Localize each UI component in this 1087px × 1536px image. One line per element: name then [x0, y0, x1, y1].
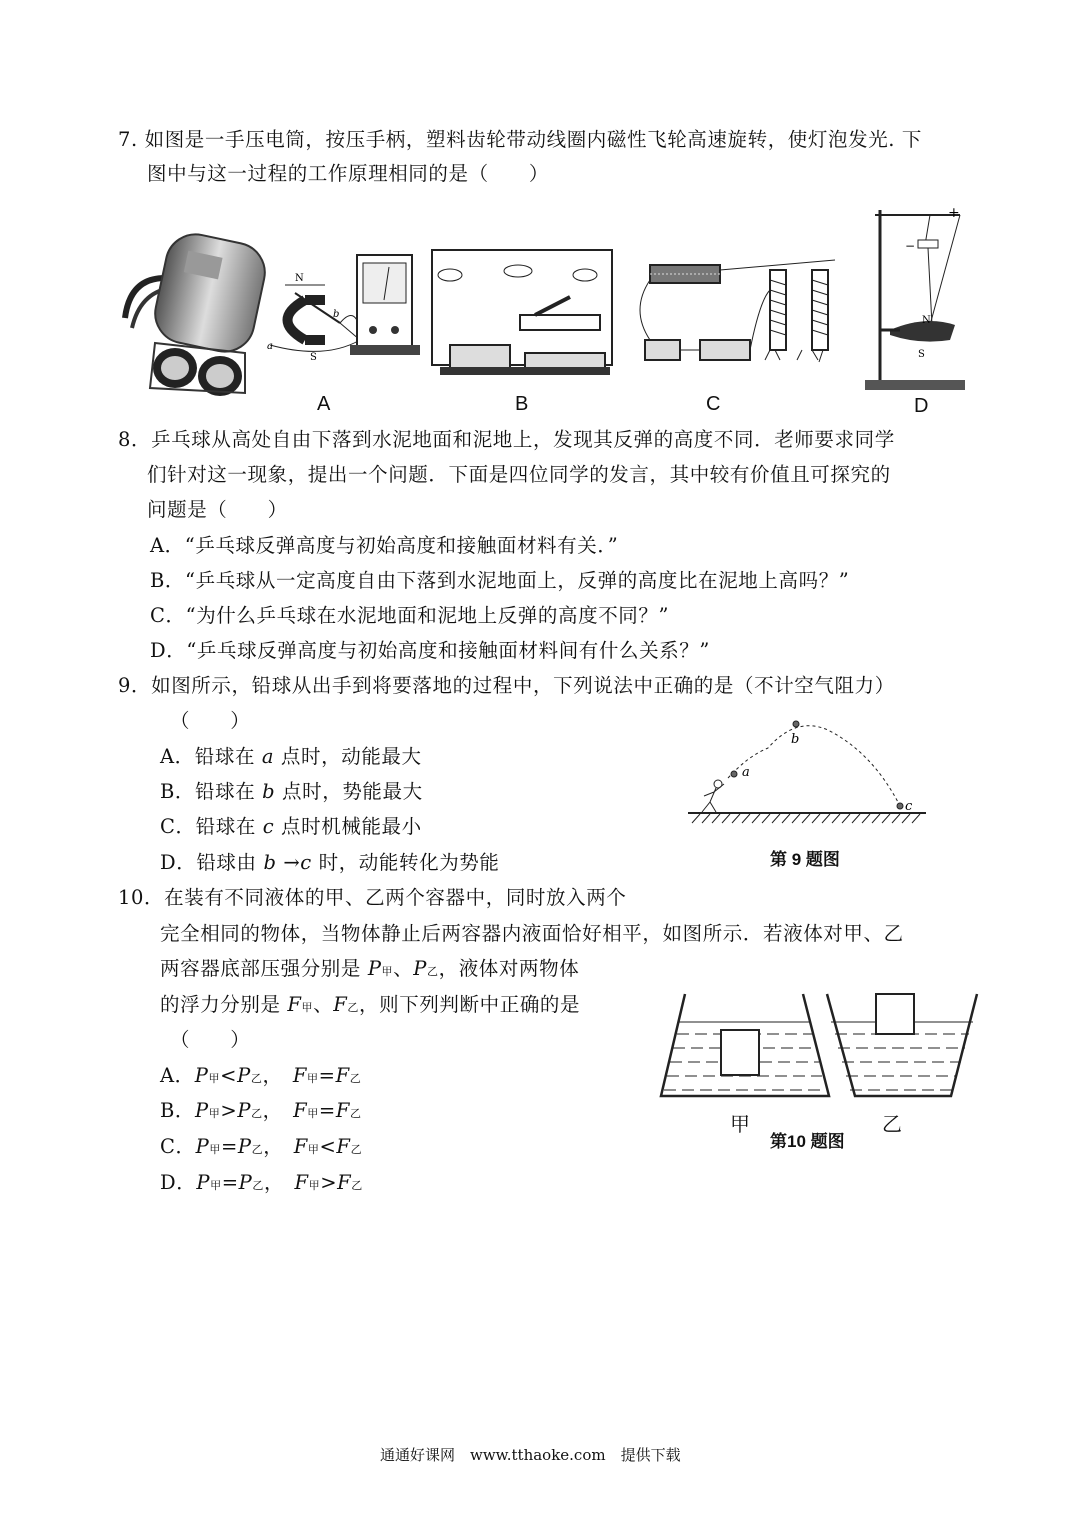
q10-option-c: C．P甲=P乙， F甲<F乙: [160, 1135, 363, 1158]
page-footer: 通通好课网 www.tthaoke.com 提供下载: [380, 1446, 681, 1464]
q10-stem-line2: 完全相同的物体，当物体静止后两容器内液面恰好相平，如图所示．若液体对甲、乙: [160, 922, 904, 945]
q10-label-jia: 甲: [730, 1114, 750, 1136]
q9-blank: （ ）: [170, 709, 251, 732]
figure-b-label: B: [515, 393, 529, 415]
q9-option-c: C．铅球在 c 点时机械能最小: [160, 815, 422, 838]
q9-option-a: A．铅球在 a 点时，动能最大: [160, 745, 422, 768]
q10-figure-caption: 第10 题图: [770, 1132, 845, 1151]
figure-c-electromagnet: [630, 240, 850, 390]
figure-d-label-minus: −: [905, 239, 916, 253]
q7-stem-line2: 图中与这一过程的工作原理相同的是（ ）: [147, 162, 550, 185]
q9-figure-caption: 第 9 题图: [770, 850, 840, 869]
q8-stem-line3: 问题是（ ）: [147, 498, 288, 521]
figure-d-label-plus: +: [948, 205, 960, 221]
figure-a-label-s: S: [310, 352, 317, 363]
q9-option-d: D．铅球由 b →c 时，动能转化为势能: [160, 851, 500, 874]
flashlight-image: [120, 218, 270, 398]
q10-container-yi: [825, 992, 980, 1102]
q8-option-b: B．“乒乓球从一定高度自由下落到水泥地面上，反弹的高度比在泥地上高吗？”: [150, 569, 850, 592]
figure-d-label: D: [914, 395, 929, 417]
q9-stem-line1: 9．如图所示，铅球从出手到将要落地的过程中，下列说法中正确的是（不计空气阻力）: [118, 674, 895, 697]
q8-option-c: C．“为什么乒乓球在水泥地面和泥地上反弹的高度不同？”: [150, 604, 670, 627]
q8-stem-line2: 们针对这一现象，提出一个问题．下面是四位同学的发言，其中较有价值且可探究的: [147, 463, 891, 486]
figure-d-label-n: N: [922, 315, 931, 326]
q10-stem-line1: 10．在装有不同液体的甲、乙两个容器中，同时放入两个: [118, 886, 627, 909]
q10-label-yi: 乙: [882, 1114, 902, 1136]
q9-option-b: B．铅球在 b 点时，势能最大: [160, 780, 423, 803]
figure-a-label-n: N: [295, 273, 304, 284]
figure-a-label: A: [317, 393, 331, 415]
q10-option-b: B．P甲>P乙， F甲=F乙: [160, 1099, 362, 1122]
figure-b-circuit: [430, 235, 620, 385]
q9-point-a: a: [742, 765, 750, 780]
q10-container-jia: [657, 992, 832, 1102]
figure-a-galvanometer: [265, 245, 435, 385]
figure-c-label: C: [706, 393, 721, 415]
q10-stem-line4: 的浮力分别是 F甲、F乙，则下列判断中正确的是: [160, 993, 581, 1016]
q10-blank: （ ）: [170, 1028, 251, 1051]
q10-option-a: A．P甲<P乙， F甲=F乙: [160, 1064, 362, 1087]
q8-stem-line1: 8．乒乓球从高处自由下落到水泥地面和泥地上，发现其反弹的高度不同．老师要求同学: [118, 428, 895, 451]
q9-point-b: b: [791, 732, 800, 747]
q10-stem-line3: 两容器底部压强分别是 P甲、P乙，液体对两物体: [160, 957, 580, 980]
q9-point-c: c: [905, 799, 913, 814]
figure-d-label-s: S: [918, 349, 925, 360]
q9-figure-shot-put: [688, 718, 928, 828]
q8-option-d: D．“乒乓球反弹高度与初始高度和接触面材料间有什么关系？”: [150, 639, 710, 662]
figure-a-label-a: a: [267, 341, 273, 352]
figure-d-apparatus: [860, 205, 980, 405]
q8-option-a: A．“乒乓球反弹高度与初始高度和接触面材料有关．”: [150, 534, 619, 557]
q10-option-d: D．P甲=P乙， F甲>F乙: [160, 1171, 363, 1194]
q7-stem-line1: 7. 如图是一手压电筒，按压手柄，塑料齿轮带动线圈内磁性飞轮高速旋转，使灯泡发光. 下: [118, 128, 923, 151]
figure-a-label-b: b: [333, 309, 340, 320]
